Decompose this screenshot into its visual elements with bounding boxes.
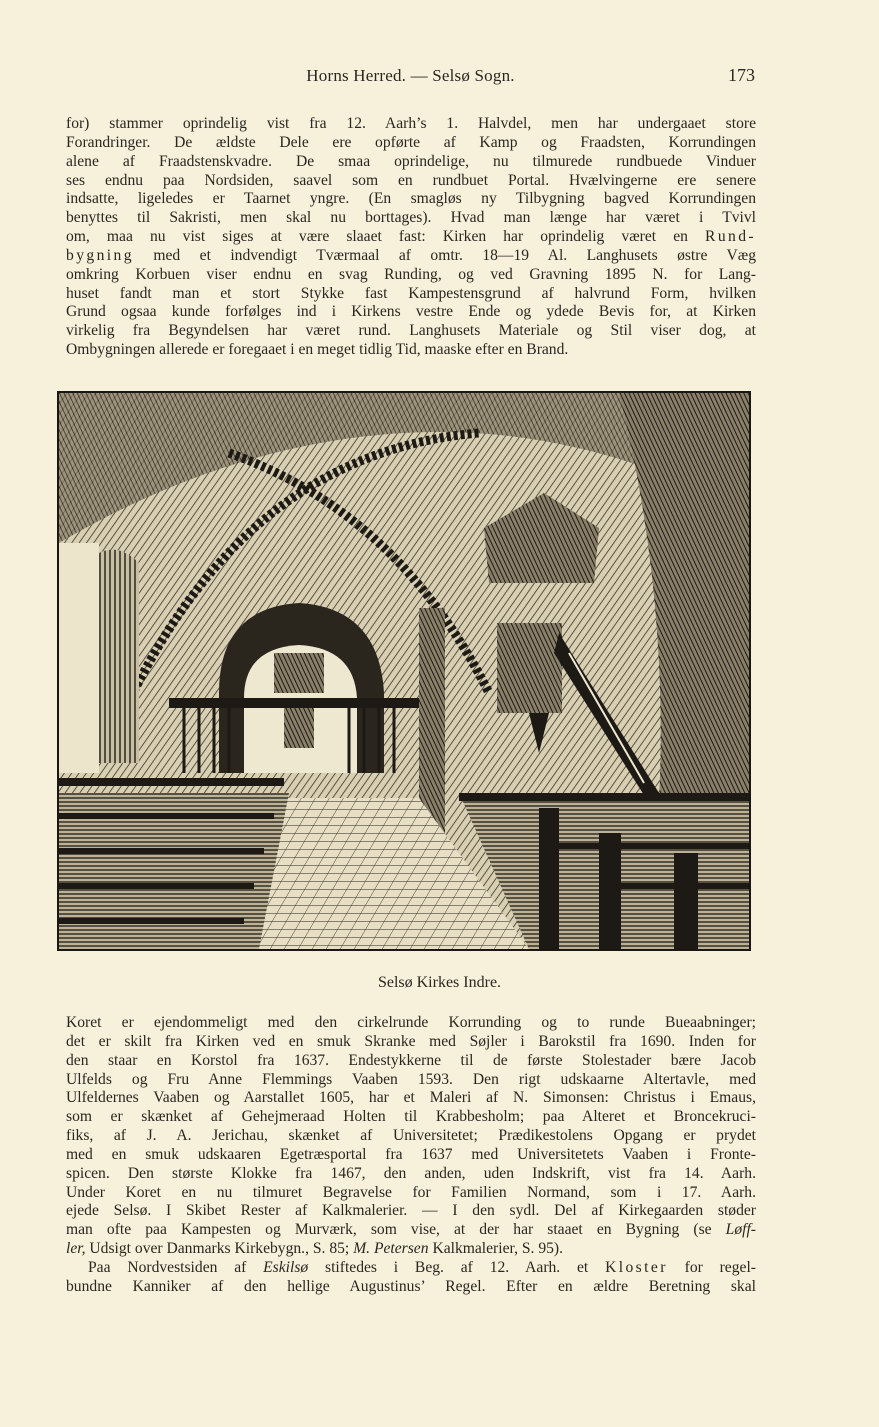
author-reference: Løff- [725,1221,756,1239]
paragraph-church-furnishings [66,1014,756,1297]
author-reference: ler, [66,1240,86,1258]
text-line: om, maa nu vist siges at være slaaet fast: Kirken har oprindelig været en Rund- [66,228,756,246]
text-line: Forandringer. De ældste Dele ere opførte af Kamp og Fraadsten, Korrundingen [66,133,756,151]
text-line: virkelig fra Begyndelsen har været rund. Langhusets Materiale og Stil viser dog, at [66,322,756,340]
text-line [66,1240,756,1259]
text-line: indsatte, ligeledes er Taarnet yngre. (En smagløs ny Tilbygning bagved Korrundingen [66,190,756,208]
running-head: Horns Herred. — Selsø Sogn. [306,66,515,85]
church-interior-engraving [57,391,751,951]
text-line: Ulfeldernes Vaaben og Aarstallet 1605, har et Maleri af N. Simonsen: Christus i Emaus, [66,1089,756,1107]
text-line: Ulfelds og Fru Anne Flemmings Vaaben 1593. Den rigt udskaarne Altertavle, med [66,1070,756,1088]
text-line: ses endnu paa Nordsiden, saavel som en rundbuet Portal. Hvælvingerne ere senere [66,171,756,189]
text-line: Koret er ejendommeligt med den cirkelrunde Korrunding og to runde Bueaabninger; [66,1014,756,1031]
text-line: fiks, af J. A. Jerichau, skænket af Universitetet; Prædikestolens Opgang er prydet [66,1127,756,1145]
engraving-illustration [59,393,749,949]
text-segment: stiftedes i Beg. af 12. Aarh. et [325,1258,589,1276]
text-line: med en smuk udskaaren Egetræsportal fra 1637 med Universitetets Vaaben i Fronte- [66,1145,756,1163]
text-line: benyttes til Sakristi, men skal nu borttages). Hvad man længe har været i Tvivl [66,209,756,227]
spaced-word: bygning [66,246,134,264]
text-line: spicen. Den største Klokke fra 1467, den anden, uden Indskrift, vist fra 14. Aarh. [66,1164,756,1182]
text-segment: Udsigt over Danmarks Kirkebygn., S. 85; [89,1240,350,1258]
text-line: Ombygningen allerede er foregaaet i en meget tidlig Tid, maaske efter en Brand. [66,341,569,359]
place-name: Eskilsø [263,1258,309,1276]
text-line: for) stammer oprindelig vist fra 12. Aarh’s 1. Halvdel, men har undergaaet store [66,115,756,132]
page-number: 173 [728,65,755,85]
text-line [66,1221,756,1240]
text-segment: Paa Nordvestsiden af [88,1258,247,1276]
text-segment: Kalkmalerier, S. 95). [432,1240,564,1258]
text-line: Grund ogsaa kunde forfølges ind i Kirkens vestre Ende og ydede Bevis for, at Kirken [66,303,756,321]
figure-caption: Selsø Kirkes Indre. [377,974,502,991]
paragraph-church-history [66,115,756,360]
text-line: alene af Fraadstenskvadre. De smaa oprindelige, nu tilmurede rundbuede Vinduer [66,152,756,170]
text-line [66,1259,756,1278]
text-segment: for regel- [684,1258,756,1276]
text-segment: man ofte paa Kampesten og Murværk, som vise, at der har staaet en Bygning (se [66,1221,712,1239]
spaced-word: Rund- [705,228,756,246]
spaced-word: Kloster [605,1258,668,1276]
text-line: ejede Selsø. I Skibet Rester af Kalkmalerier. — I den sydl. Del af Kirkegaarden støder [66,1202,756,1220]
text-line: bundne Kanniker af den hellige Augustinus’ Regel. Efter en ældre Beretning skal [66,1277,756,1295]
text-line: den staar en Korstol fra 1637. Endestykkerne til de første Stolestader bære Jacob [66,1051,756,1069]
text-line: det er skilt fra Kirken ved en smuk Skranke med Søjler i Barokstil fra 1690. Inden for [66,1032,756,1050]
text-line: som er skænket af Gehejmeraad Holten til Krabbesholm; paa Alteret et Broncekruci- [66,1108,756,1126]
text-line: omkring Korbuen viser endnu en svag Runding, og ved Gravning 1895 N. for Lang- [66,265,756,283]
text-line: bygning med et indvendigt Tværmaal af omtr. 18—19 Al. Langhusets østre Væg [66,246,756,264]
author-reference: M. Petersen [353,1240,429,1258]
text-line: huset fandt man et stort Stykke fast Kampestensgrund af halvrund Form, hvilken [66,284,756,302]
text-line: Under Koret en nu tilmuret Begravelse for Familien Normand, som i 17. Aarh. [66,1183,756,1201]
